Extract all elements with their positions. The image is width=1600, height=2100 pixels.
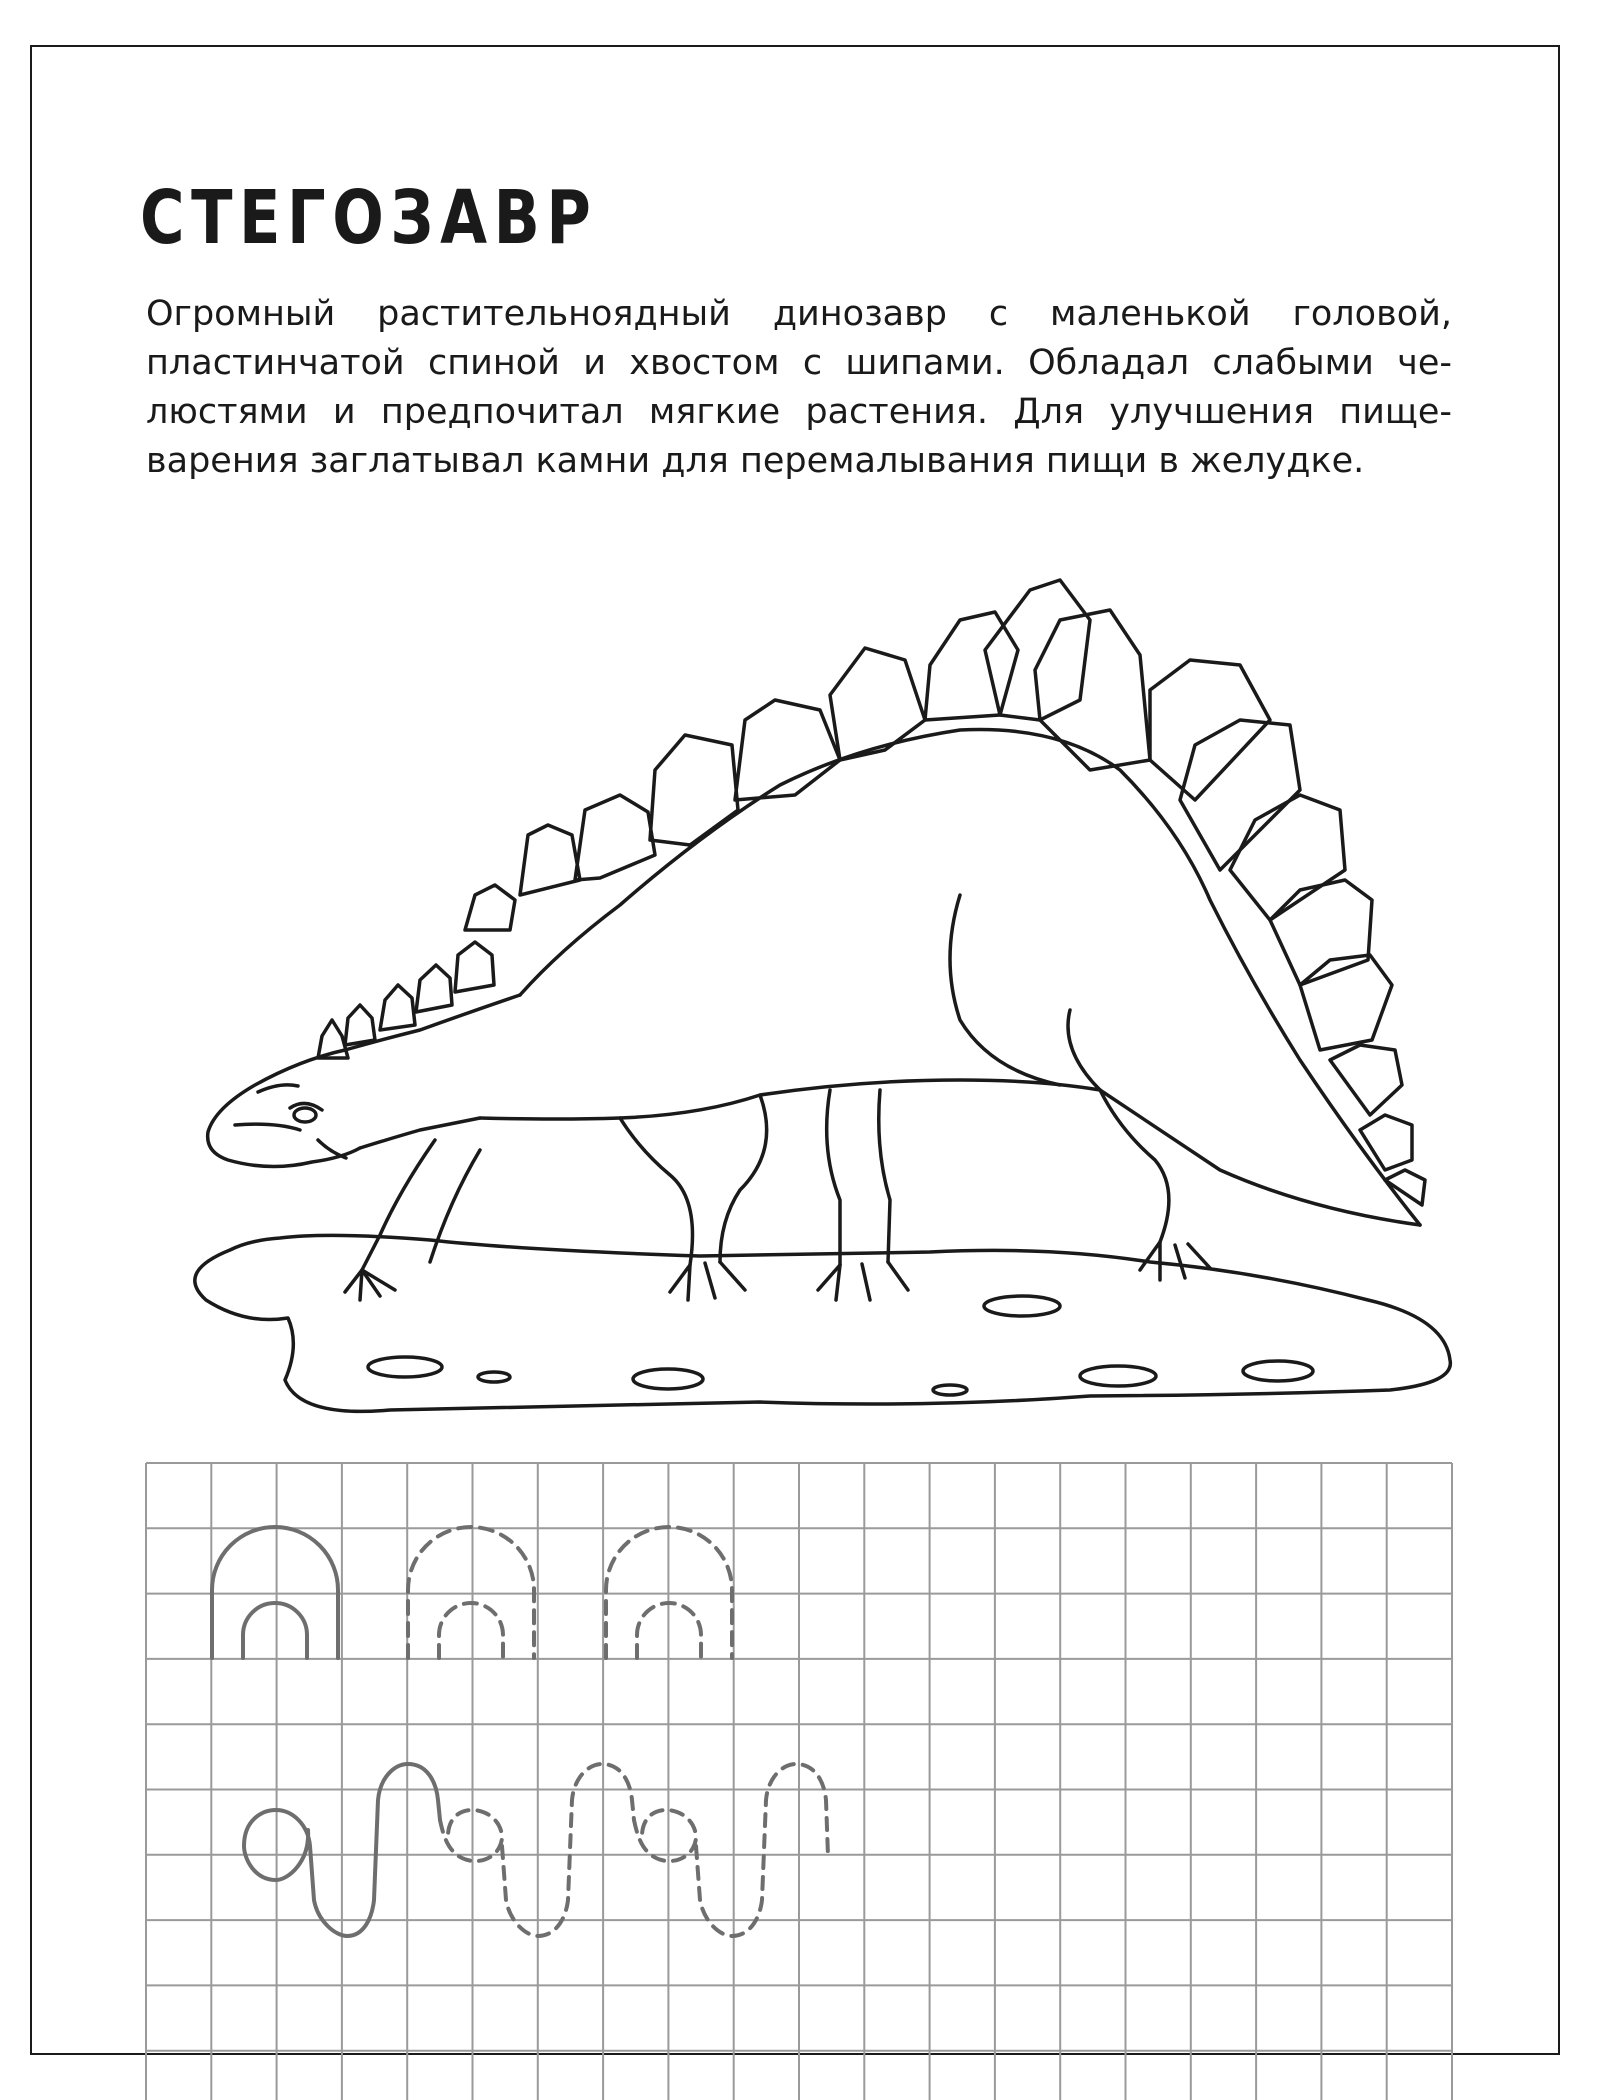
arch-sample-solid	[212, 1527, 338, 1658]
arch-sample-dashed	[408, 1527, 534, 1658]
description-line-3: люстями и предпочитал мягкие растения. Для улучшения пище-	[146, 392, 1452, 432]
description-line-4: варения заглатывал камни для перемалывания пищи в желудке.	[146, 441, 1365, 481]
page-title: СТЕГОЗАВР	[140, 175, 598, 261]
description-line-1: Огромный растительноядный динозавр с маленькой головой,	[146, 294, 1452, 334]
description-line-2: пластинчатой спиной и хвостом с шипами. Обладал слабыми че-	[146, 343, 1452, 383]
grid-lines	[146, 1463, 1452, 2100]
